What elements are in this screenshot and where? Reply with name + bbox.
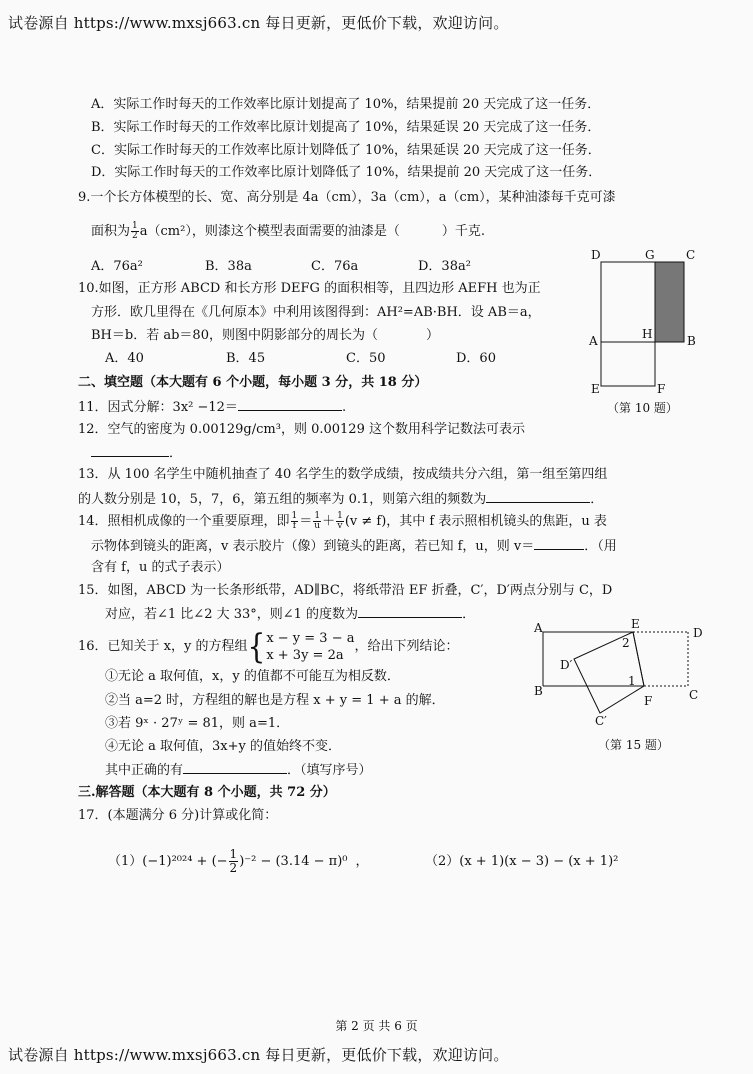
q9-line1: 9.一个长方体模型的长、宽、高分别是 4a（cm），3a（cm），a（cm），某种油漆每千克可漆 bbox=[78, 190, 616, 205]
q11-blank bbox=[238, 398, 342, 411]
q9-line2 bbox=[91, 222, 485, 241]
q10-option-c: C．50 bbox=[346, 351, 386, 366]
label-B: B bbox=[687, 334, 696, 348]
q17-p1-frac bbox=[229, 848, 239, 875]
q16-line1 bbox=[78, 628, 459, 666]
q16-tail-b: ．（填写序号） bbox=[287, 763, 372, 778]
label-C: C bbox=[689, 688, 699, 702]
q17-p1-b: )⁻² − (3.14 − π)⁰ bbox=[239, 854, 348, 869]
figure-10 bbox=[585, 244, 705, 420]
label-E: E bbox=[591, 382, 600, 396]
q14-u-num: 1 bbox=[314, 511, 321, 521]
q10-line2: 方形．欧几里得在《几何原本》中利用该图得到：AH²=AB·BH．设 AB＝a， bbox=[91, 305, 541, 320]
label-E: E bbox=[631, 618, 640, 631]
bottom-banner: 试卷源自 https://www.mxsj663.cn 每日更新，更低价下载，欢迎访问。 bbox=[8, 1046, 509, 1064]
q14-line2 bbox=[91, 537, 617, 556]
angle-1-label: 1 bbox=[628, 674, 636, 688]
q9-option-d: D．38a² bbox=[418, 259, 471, 274]
label-C: C bbox=[686, 248, 696, 262]
q8-option-a: A．实际工作时每天的工作效率比原计划提高了 10%，结果提前 20 天完成了这一任务． bbox=[91, 97, 601, 112]
q14-v-den: v bbox=[337, 521, 343, 531]
q9-option-a: A．76a² bbox=[91, 259, 143, 274]
label-B: B bbox=[534, 684, 543, 698]
q9-frac-num: 1 bbox=[132, 221, 138, 231]
label-D: D bbox=[591, 248, 601, 262]
q13-line1: 13．从 100 名学生中随机抽查了 40 名学生的数学成绩，按成绩共分六组，第一组至第四组 bbox=[78, 467, 608, 482]
q15-text-a: 对应，若∠1 比∠2 大 33°，则∠1 的度数为 bbox=[105, 607, 359, 622]
q14-frac-f bbox=[291, 512, 299, 531]
section-3-heading: 三.解答题（本大题有 8 个小题，共 72 分） bbox=[78, 785, 336, 800]
q16-brace: { bbox=[247, 626, 266, 666]
q9-frac-den: 2 bbox=[132, 231, 138, 241]
q16-tail bbox=[105, 761, 372, 780]
q8-option-b: B．实际工作时每天的工作效率比原计划提高了 10%，结果延误 20 天完成了这一任务． bbox=[91, 120, 601, 135]
q17-intro: 17．(本题满分 6 分)计算或化简： bbox=[78, 808, 278, 823]
label-G: G bbox=[645, 248, 655, 262]
q14-u-den: u bbox=[314, 521, 321, 531]
q16-item-2: ②当 a=2 时，方程组的解也是方程 x + y = 1 + a 的解． bbox=[105, 693, 445, 708]
folded-quad bbox=[574, 632, 644, 713]
q16-eq2: x + 3y = 2a bbox=[266, 647, 344, 663]
q16-text-a: 16．已知关于 x，y 的方程组 bbox=[78, 639, 248, 654]
label-A: A bbox=[534, 621, 543, 635]
q17-p1-a: （1）(−1)²⁰²⁴ + (− bbox=[108, 854, 228, 869]
q8-option-c: C．实际工作时每天的工作效率比原计划降低了 10%，结果延误 20 天完成了这一任务． bbox=[91, 143, 601, 158]
q14-f-den: f bbox=[292, 521, 297, 531]
q16-item-4: ④无论 a 取何值，3x+y 的值始终不变． bbox=[105, 739, 341, 754]
q9-text-a: 面积为 bbox=[91, 224, 131, 239]
q17-p1-num: 1 bbox=[229, 847, 238, 861]
q15-text-b: ． bbox=[462, 607, 476, 622]
q10-line3 bbox=[91, 327, 439, 345]
label-H: H bbox=[642, 327, 653, 341]
q14-equals: ＝ bbox=[299, 514, 313, 529]
q16-text-b: ，给出下列结论： bbox=[354, 639, 459, 654]
q12-line1: 12．空气的密度为 0.00129g/cm³，则 0.00129 这个数用科学记数法可表示 bbox=[78, 422, 525, 437]
q12-line2 bbox=[91, 444, 182, 463]
q9-option-c: C．76a bbox=[311, 259, 359, 274]
label-D: D bbox=[693, 626, 703, 640]
q14-v-num: 1 bbox=[337, 511, 343, 521]
q11-text-b: . bbox=[341, 400, 347, 415]
q17-p1-c: ， bbox=[355, 854, 369, 869]
rect-lower bbox=[601, 342, 655, 386]
q12-text-b: ． bbox=[169, 446, 183, 461]
q13-text-b: ． bbox=[590, 492, 604, 507]
q12-blank bbox=[91, 444, 169, 457]
q13-blank bbox=[486, 490, 590, 503]
q14-blank bbox=[534, 537, 584, 550]
q14-line1 bbox=[78, 512, 607, 531]
q10-line3-a: BH＝b．若 ab＝80，则图中阴影部分的周长为（ bbox=[91, 328, 378, 343]
q14-text-a: 14．照相机成像的一个重要原理，即 bbox=[78, 514, 290, 529]
label-F: F bbox=[644, 694, 653, 708]
shaded-rectangle bbox=[655, 262, 684, 342]
top-banner: 试卷源自 https://www.mxsj663.cn 每日更新，更低价下载，欢迎访问。 bbox=[8, 14, 509, 32]
q14-line3: 含有 f，u 的式子表示） bbox=[91, 560, 230, 575]
q9-text-b: a（cm²），则漆这个模型表面需要的油漆是（ bbox=[139, 224, 400, 239]
q11 bbox=[78, 398, 346, 417]
q15-blank bbox=[358, 605, 462, 618]
q14-f-num: 1 bbox=[291, 511, 298, 521]
angle-2-label: 2 bbox=[622, 636, 630, 650]
section-2-heading: 二、填空题（本大题有 6 个小题，每小题 3 分，共 18 分） bbox=[78, 375, 428, 390]
q14-plus: ＋ bbox=[322, 514, 336, 529]
q16-blank bbox=[183, 761, 287, 774]
q9-fraction bbox=[131, 222, 139, 241]
q16-tail-a: 其中正确的有 bbox=[105, 763, 184, 778]
label-Cprime: C′ bbox=[595, 714, 607, 728]
q8-option-d: D．实际工作时每天的工作效率比原计划降低了 10%，结果提前 20 天完成了这一任务． bbox=[91, 165, 602, 180]
label-Dprime: D′ bbox=[560, 658, 573, 672]
q9-text-c: ）千克. bbox=[441, 224, 485, 239]
q15-line2 bbox=[105, 605, 475, 624]
label-F: F bbox=[657, 382, 666, 396]
q10-line3-b: ） bbox=[425, 328, 439, 343]
page-number: 第 2 页 共 6 页 bbox=[335, 1019, 418, 1033]
q15-line1: 15．如图，ABCD 为一长条形纸带，AD∥BC，将纸带沿 EF 折叠，C′，D′两点分别与 C，D bbox=[78, 583, 613, 598]
figure-10-caption: （第 10 题） bbox=[607, 401, 678, 415]
q14-line2-a: 示物体到镜头的距离，v 表示胶片（像）到镜头的距离，若已知 f，u，则 v＝ bbox=[91, 539, 535, 554]
q16-item-3: ③若 9ˣ · 27ʸ = 81，则 a=1． bbox=[105, 716, 290, 731]
q16-system bbox=[266, 630, 354, 664]
q10-option-d: D．60 bbox=[456, 351, 496, 366]
q10-option-b: B．45 bbox=[226, 351, 266, 366]
q16-item-1: ①无论 a 取何值，x，y 的值都不可能互为相反数． bbox=[105, 669, 400, 684]
q17-part1 bbox=[108, 846, 369, 878]
q13-line2 bbox=[78, 490, 603, 509]
q10-line1: 10.如图，正方形 ABCD 和长方形 DEFG 的面积相等，且四边形 AEFH 也为正 bbox=[78, 281, 541, 296]
q14-frac-u bbox=[313, 512, 321, 531]
figure-15 bbox=[528, 618, 718, 758]
q13-text-a: 的人数分别是 10，5，7，6，第五组的频率为 0.1，则第六组的频数为 bbox=[78, 492, 487, 507]
q16-eq1: x − y = 3 − a bbox=[266, 630, 355, 646]
q14-line2-b: ．（用 bbox=[584, 539, 617, 554]
q17-part2: （2）(x + 1)(x − 3) − (x + 1)² bbox=[425, 854, 619, 869]
label-A: A bbox=[589, 334, 598, 348]
q17-p1-den: 2 bbox=[229, 861, 238, 875]
q9-option-b: B．38a bbox=[205, 259, 252, 274]
figure-15-caption: （第 15 题） bbox=[598, 738, 669, 752]
q11-text-a: 11．因式分解：3x² −12＝ bbox=[78, 400, 238, 415]
q14-frac-v bbox=[336, 512, 344, 531]
q10-option-a: A．40 bbox=[105, 351, 144, 366]
q14-text-b: (v ≠ f)，其中 f 表示照相机镜头的焦距，u 表 bbox=[344, 514, 607, 529]
